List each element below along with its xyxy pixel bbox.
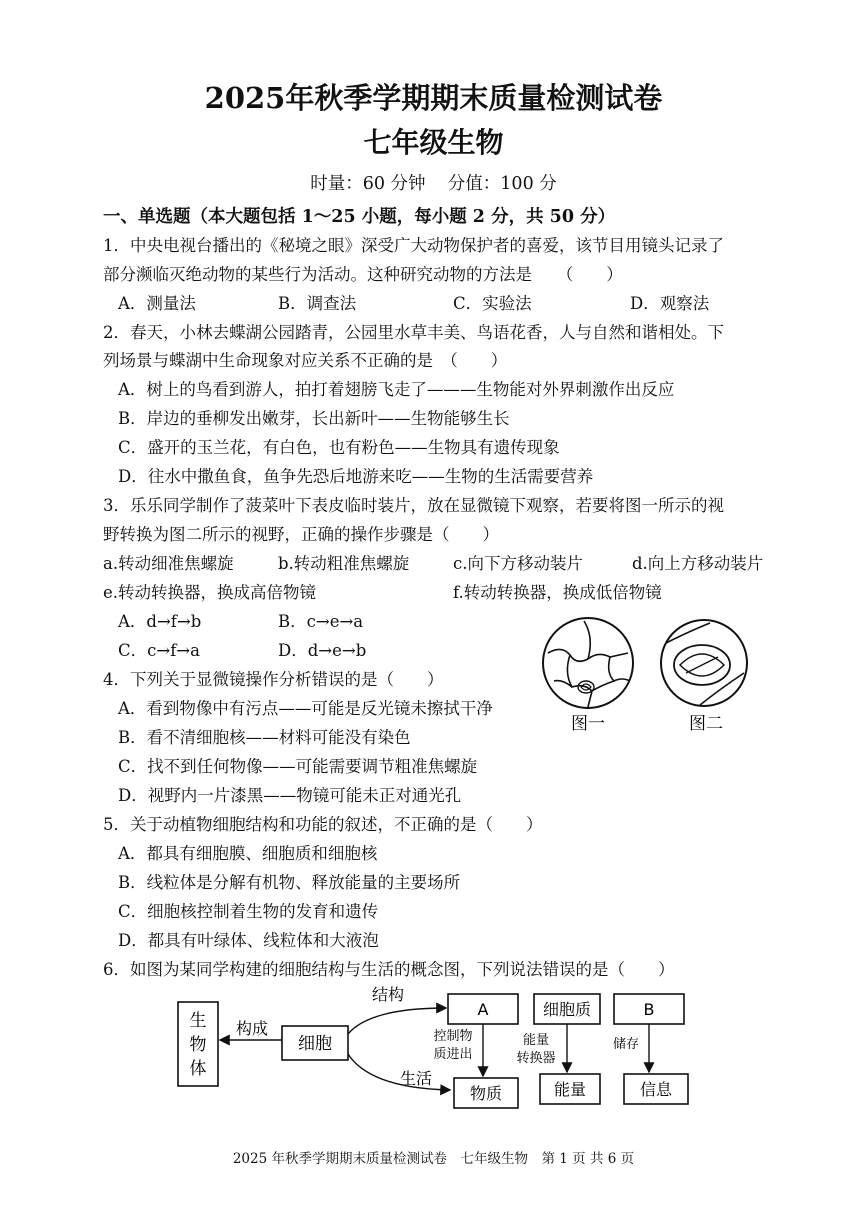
q1-option-c: C．实验法 bbox=[453, 294, 532, 313]
structure-label: 结构 bbox=[371, 985, 405, 1004]
q5-option-d: D．都具有叶绿体、线粒体和大液泡 bbox=[118, 931, 379, 950]
exam-title: 2025年秋季学期期末质量检测试卷 bbox=[204, 81, 663, 115]
q5-option-a: A．都具有细胞膜、细胞质和细胞核 bbox=[118, 844, 378, 863]
page-footer: 2025 年秋季学期期末质量检测试卷 七年级生物 第 1 页 共 6 页 bbox=[232, 1151, 635, 1167]
q4-option-d: D．视野内一片漆黑——物镜可能未正对通光孔 bbox=[118, 786, 462, 805]
cell-label: 细胞 bbox=[298, 1034, 332, 1054]
q1-stem-line2: 部分濒临灭绝动物的某些行为活动。这种研究动物的方法是 （ ） bbox=[103, 265, 623, 284]
q2-option-a: A．树上的鸟看到游人，拍打着翅膀飞走了———生物能对外界刺激作出反应 bbox=[118, 380, 675, 399]
control-label-1: 控制物 bbox=[433, 1029, 473, 1044]
cytoplasm-label: 细胞质 bbox=[542, 1000, 592, 1019]
q1-option-b: B．调查法 bbox=[278, 294, 357, 313]
q4-option-a: A．看到物像中有污点——可能是反光镜未擦拭干净 bbox=[118, 699, 493, 718]
q2-option-c: C．盛开的玉兰花，有白色，也有粉色——生物具有遗传现象 bbox=[118, 438, 560, 457]
q2-option-b: B．岸边的垂柳发出嫩芽，长出新叶——生物能够生长 bbox=[118, 409, 510, 428]
fig2-label: 图二 bbox=[689, 714, 723, 734]
q3-step-d: d.向上方移动装片 bbox=[632, 554, 764, 573]
q1-option-d: D．观察法 bbox=[630, 294, 710, 313]
converter-label-2: 转换器 bbox=[516, 1051, 556, 1066]
life-label: 生活 bbox=[399, 1069, 433, 1088]
q3-option-d: D．d→e→b bbox=[278, 641, 367, 660]
q3-option-c: C．c→f→a bbox=[118, 641, 200, 660]
q3-step-e: e.转动转换器，换成高倍物镜 bbox=[103, 583, 317, 602]
q4-option-c: C．找不到任何物像——可能需要调节粗准焦螺旋 bbox=[118, 757, 478, 776]
q3-stem-line2: 野转换为图二所示的视野，正确的操作步骤是（ ） bbox=[103, 525, 499, 544]
q5-option-b: B．线粒体是分解有机物、释放能量的主要场所 bbox=[118, 873, 461, 892]
q3-step-f: f.转动转换器，换成低倍物镜 bbox=[453, 583, 662, 602]
fig1-label: 图一 bbox=[571, 714, 605, 734]
q3-stem-line1: 3．乐乐同学制作了菠菜叶下表皮临时装片，放在显微镜下观察，若要将图一所示的视 bbox=[103, 496, 724, 515]
section-heading: 一、单选题（本大题包括 1～25 小题，每小题 2 分，共 50 分） bbox=[103, 207, 616, 227]
field-of-view-2 bbox=[661, 620, 747, 706]
q6-concept-map bbox=[170, 982, 710, 1117]
control-label-2: 质进出 bbox=[433, 1047, 473, 1062]
q3-option-b: B．c→e→a bbox=[278, 612, 364, 631]
matter-label: 物质 bbox=[469, 1084, 503, 1103]
q1-stem-line1: 1．中央电视台播出的《秘境之眼》深受广大动物保护者的喜爱，该节目用镜头记录了 bbox=[103, 236, 724, 255]
organism-char-1: 生 bbox=[189, 1011, 207, 1031]
q3-step-b: b.转动粗准焦螺旋 bbox=[278, 554, 410, 573]
q3-option-a: A．d→f→b bbox=[118, 612, 202, 631]
q2-stem-line1: 2．春天，小林去蝶湖公园踏青，公园里水草丰美、鸟语花香，人与自然和谐相处。下 bbox=[103, 323, 724, 342]
field-of-view-1 bbox=[543, 618, 633, 708]
q1-option-a: A．测量法 bbox=[118, 294, 196, 313]
q4-stem: 4．下列关于显微镜操作分析错误的是（ ） bbox=[103, 670, 444, 689]
organism-char-2: 物 bbox=[189, 1035, 207, 1055]
q6-stem: 6．如图为某同学构建的细胞结构与生活的概念图，下列说法错误的是（ ） bbox=[103, 960, 675, 979]
organism-char-3: 体 bbox=[189, 1059, 207, 1079]
exam-meta: 时量：60 分钟 分值：100 分 bbox=[310, 174, 557, 194]
q3-microscope-figures bbox=[540, 615, 750, 740]
q2-option-d: D．往水中撒鱼食，鱼争先恐后地游来吃——生物的生活需要营养 bbox=[118, 467, 594, 486]
exam-subtitle: 七年级生物 bbox=[363, 126, 504, 159]
compose-label: 构成 bbox=[235, 1019, 269, 1038]
q5-option-c: C．细胞核控制着生物的发育和遗传 bbox=[118, 902, 379, 921]
q3-step-c: c.向下方移动装片 bbox=[453, 554, 583, 573]
info-label: 信息 bbox=[639, 1080, 673, 1099]
box-a-label: A bbox=[477, 1000, 489, 1019]
store-label: 储存 bbox=[612, 1037, 640, 1052]
q3-step-a: a.转动细准焦螺旋 bbox=[103, 554, 234, 573]
q4-option-b: B．看不清细胞核——材料可能没有染色 bbox=[118, 728, 411, 747]
converter-label-1: 能量 bbox=[522, 1033, 550, 1048]
q2-stem-line2: 列场景与蝶湖中生命现象对应关系不正确的是 （ ） bbox=[103, 351, 508, 370]
box-b-label: B bbox=[643, 1000, 655, 1019]
energy-label: 能量 bbox=[553, 1080, 587, 1099]
q5-stem: 5．关于动植物细胞结构和功能的叙述，不正确的是（ ） bbox=[103, 815, 543, 834]
